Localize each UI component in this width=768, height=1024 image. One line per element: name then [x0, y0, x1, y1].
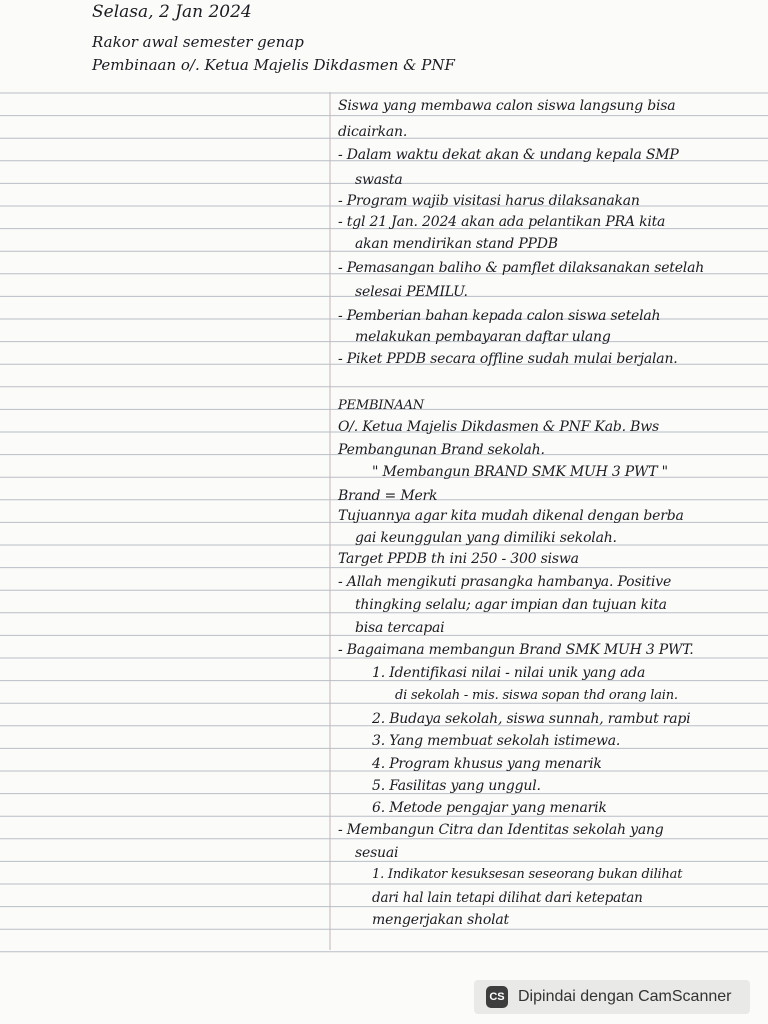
note-line: " Membangun BRAND SMK MUH 3 PWT " [372, 464, 668, 480]
note-line: di sekolah - mis. siswa sopan thd orang lain. [395, 688, 678, 703]
note-line: - Pemberian bahan kepada calon siswa setelah [338, 308, 661, 324]
note-line: - Allah mengikuti prasangka hambanya. Positive [338, 574, 672, 590]
note-line: 1. Indikator kesuksesan seseorang bukan dilihat [372, 867, 683, 882]
note-line: 4. Program khusus yang menarik [372, 756, 602, 772]
header-speaker: Pembinaan o/. Ketua Majelis Dikdasmen & PNF [92, 56, 455, 74]
note-line: 2. Budaya sekolah, siswa sunnah, rambut rapi [372, 711, 691, 727]
note-line: mengerjakan sholat [372, 912, 509, 928]
note-line: - Membangun Citra dan Identitas sekolah yang [338, 822, 664, 838]
note-line: dari hal lain tetapi dilihat dari ketepatan [372, 890, 643, 906]
note-line: Target PPDB th ini 250 - 300 siswa [338, 551, 579, 567]
note-line: Tujuannya agar kita mudah dikenal dengan berba [338, 508, 684, 524]
note-line: gai keunggulan yang dimiliki sekolah. [355, 530, 617, 546]
note-line: swasta [355, 172, 403, 188]
header-meeting: Rakor awal semester genap [92, 33, 304, 51]
note-line: - Program wajib visitasi harus dilaksanakan [338, 193, 640, 209]
note-line: - Dalam waktu dekat akan & undang kepala SMP [338, 147, 679, 163]
camscanner-watermark [474, 980, 750, 1014]
note-line: dicairkan. [338, 124, 408, 140]
note-line: 3. Yang membuat sekolah istimewa. [372, 733, 621, 749]
note-line: Brand = Merk [338, 488, 438, 504]
note-line: Siswa yang membawa calon siswa langsung bisa [338, 98, 676, 114]
header-date: Selasa, 2 Jan 2024 [92, 2, 252, 22]
note-line: bisa tercapai [355, 620, 445, 636]
note-line: - tgl 21 Jan. 2024 akan ada pelantikan PRA kita [338, 214, 666, 230]
note-line: akan mendirikan stand PPDB [355, 236, 558, 252]
note-line: 6. Metode pengajar yang menarik [372, 800, 607, 816]
note-line: sesuai [355, 845, 399, 861]
camscanner-logo-icon: CS [486, 986, 508, 1008]
note-line: 1. Identifikasi nilai - nilai unik yang ada [372, 665, 646, 681]
note-line: - Bagaimana membangun Brand SMK MUH 3 PWT. [338, 642, 694, 658]
note-line: thingking selalu; agar impian dan tujuan kita [355, 597, 667, 613]
note-line: selesai PEMILU. [355, 284, 468, 300]
note-line: - Pemasangan baliho & pamflet dilaksanakan setelah [338, 260, 705, 276]
note-line: - Piket PPDB secara offline sudah mulai berjalan. [338, 351, 678, 367]
note-line: 5. Fasilitas yang unggul. [372, 778, 541, 794]
note-line: Pembangunan Brand sekolah. [338, 442, 545, 458]
watermark-text: Dipindai dengan CamScanner [518, 988, 732, 1005]
section-heading: PEMBINAAN [338, 398, 424, 413]
note-line: O/. Ketua Majelis Dikdasmen & PNF Kab. Bws [338, 419, 659, 435]
note-line: melakukan pembayaran daftar ulang [355, 329, 611, 345]
